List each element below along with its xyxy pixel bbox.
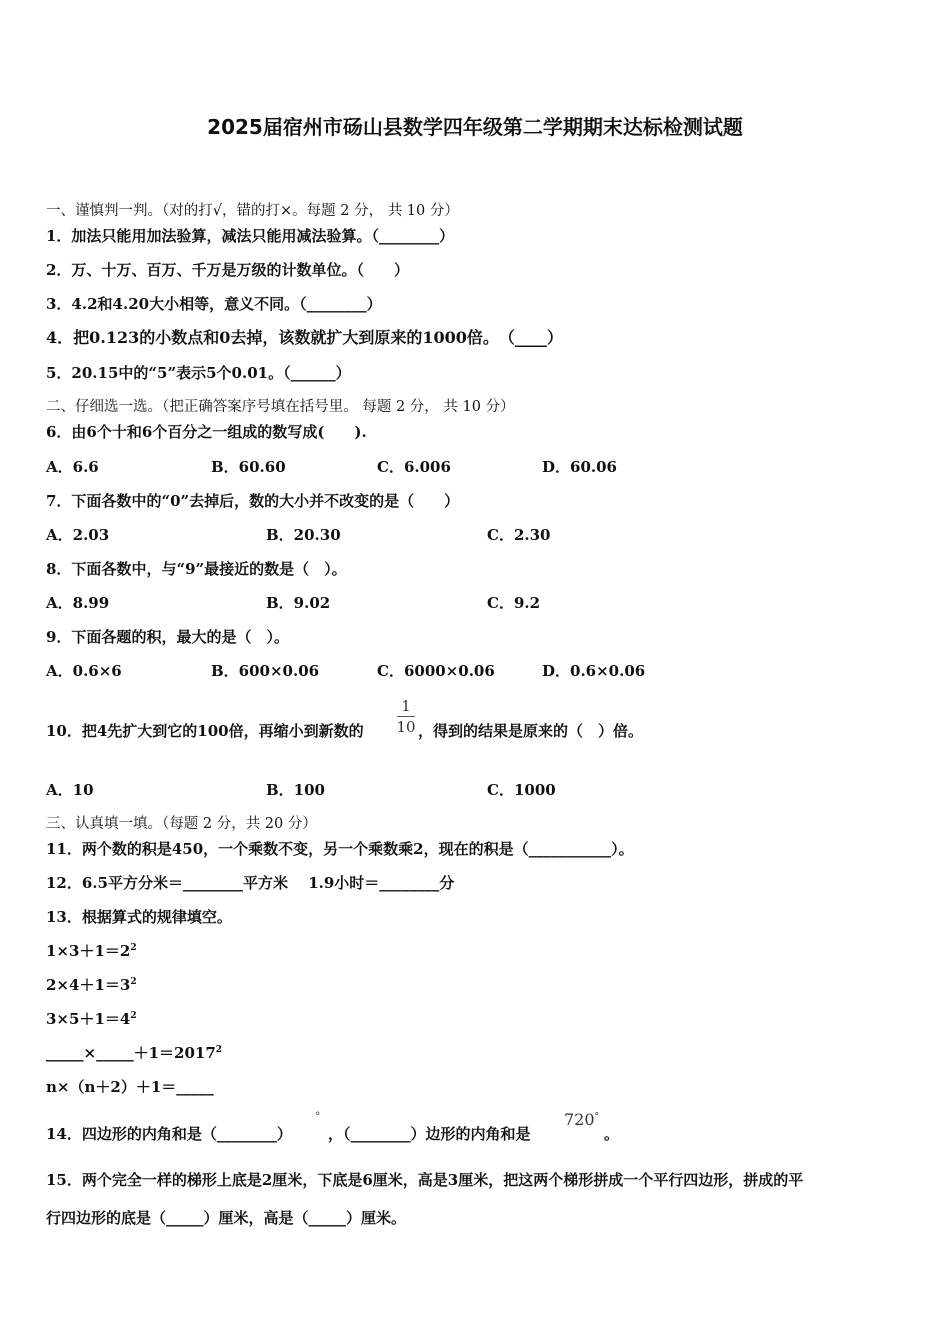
- fraction-denominator: 10: [396, 718, 416, 736]
- fraction-one-tenth: [396, 696, 416, 737]
- section-heading-1: 一、谨慎判一判。（对的打√，错的打×。每题 2 分， 共 10 分）: [46, 203, 459, 219]
- question-2: 2．万、十万、百万、千万是万级的计数单位。（ ）: [46, 261, 409, 279]
- question-14-prefix: 14．四边形的内角和是（________）: [46, 1125, 292, 1143]
- formula-720: 720°: [564, 1110, 600, 1129]
- q9-option-a: A．0.6×6: [46, 662, 122, 680]
- question-4: 4．把0.123的小数点和0去掉，该数就扩大到原来的1000倍。 （____）: [46, 328, 563, 347]
- question-7: 7．下面各数中的“0”去掉后，数的大小并不改变的是（ ）: [46, 492, 460, 510]
- q7-option-b: B．20.30: [266, 526, 341, 544]
- fraction-numerator: 1: [401, 697, 411, 715]
- q10-option-b: B．100: [266, 781, 325, 799]
- pattern-line-2: $2\times 4+1=3^2$: [46, 976, 137, 994]
- question-3: 3．4.2和4.20大小相等，意义不同。（________）: [46, 295, 382, 313]
- question-15-line-2: 行四边形的底是（_____）厘米，高是（_____）厘米。: [46, 1209, 407, 1227]
- question-10-suffix: ，得到的结果是原来的（ ）倍。: [418, 722, 644, 740]
- q8-option-b: B．9.02: [266, 594, 331, 612]
- q6-option-c: C．6.006: [377, 458, 451, 476]
- question-5: 5．20.15中的“5”表示5个0.01。（______）: [46, 364, 351, 382]
- q6-option-a: A．6.6: [46, 458, 99, 476]
- question-15-line-1: 15．两个完全一样的梯形上底是2厘米，下底是6厘米，高是3厘米，把这两个梯形拼成一个平行四边形，拼成的平: [46, 1171, 804, 1189]
- q7-option-c: C．2.30: [487, 526, 551, 544]
- q8-option-a: A．8.99: [46, 594, 110, 612]
- q10-option-a: A．10: [46, 781, 94, 799]
- pattern-line-5: n×（n＋2）＋1＝_____: [46, 1078, 214, 1096]
- question-1: 1．加法只能用加法验算，减法只能用减法验算。（________）: [46, 227, 454, 245]
- q9-option-c: C．6000×0.06: [377, 662, 495, 680]
- pattern-line-3: $3\times 5+1=4^2$: [46, 1010, 137, 1028]
- q8-option-c: C．9.2: [487, 594, 541, 612]
- q10-option-c: C．1000: [487, 781, 556, 799]
- pattern-line-1: $1\times 3+1=2^2$: [46, 942, 137, 960]
- question-14-middle: ，（________）边形的内角和是: [328, 1125, 531, 1143]
- q9-option-b: B．600×0.06: [211, 662, 320, 680]
- question-11: 11．两个数的积是450，一个乘数不变，另一个乘数乘2，现在的积是（___________）。: [46, 840, 634, 858]
- q7-option-a: A．2.03: [46, 526, 110, 544]
- question-12: 12．6.5平方分米＝________平方米 1.9小时＝________分: [46, 874, 455, 892]
- question-10-prefix: 10．把4先扩大到它的100倍，再缩小到新数的: [46, 722, 364, 740]
- section-heading-2: 二、仔细选一选。（把正确答案序号填在括号里。 每题 2 分， 共 10 分）: [46, 399, 515, 415]
- question-14-suffix: 。: [604, 1125, 620, 1143]
- question-6: 6．由6个十和6个百分之一组成的数写成( ).: [46, 423, 367, 441]
- question-9: 9．下面各题的积，最大的是（ ）。: [46, 628, 289, 646]
- page-title: 2025届宿州市砀山县数学四年级第二学期期末达标检测试题: [207, 115, 743, 139]
- q6-option-d: D．60.06: [542, 458, 617, 476]
- pattern-line-4: $\_\_\_\_\_\times\_\_\_\_\_+1=2017^2$: [46, 1044, 223, 1062]
- q6-option-b: B．60.60: [211, 458, 286, 476]
- q9-option-d: D．0.6×0.06: [542, 662, 646, 680]
- degree-symbol: °: [315, 1110, 321, 1123]
- section-heading-3: 三、认真填一填。（每题 2 分，共 20 分）: [46, 816, 317, 832]
- question-8: 8．下面各数中，与“9”最接近的数是（ ）。: [46, 560, 347, 578]
- question-13: 13．根据算式的规律填空。: [46, 908, 232, 926]
